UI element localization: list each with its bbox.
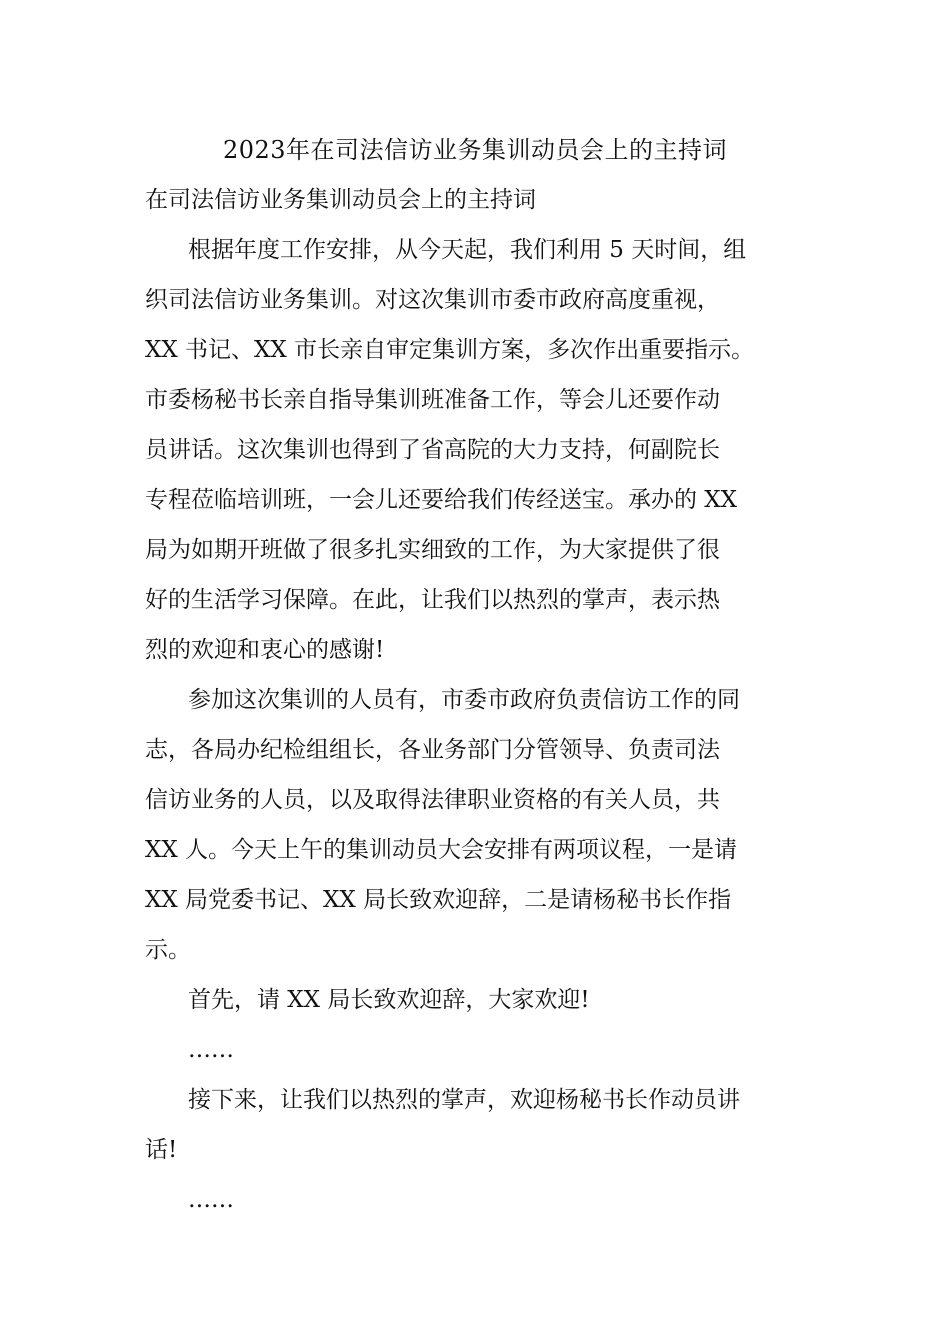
paragraph-line: 好的生活学习保障。在此，让我们以热烈的掌声，表示热: [145, 587, 720, 613]
paragraph-line: XX 人。今天上午的集训动员大会安排有两项议程，一是请: [145, 837, 738, 863]
paragraph-line: 专程莅临培训班，一会儿还要给我们传经送宝。承办的 XX: [145, 487, 738, 513]
paragraph-line: 员讲话。这次集训也得到了省高院的大力支持，何副院长: [145, 437, 720, 463]
paragraph-line: 烈的欢迎和衷心的感谢!: [145, 637, 385, 663]
paragraph-line: XX 局党委书记、XX 局长致欢迎辞，二是请杨秘书长作指: [145, 887, 732, 913]
paragraph-line: 志，各局办纪检组组长，各业务部门分管领导、负责司法: [145, 737, 720, 763]
paragraph-line: 根据年度工作安排，从今天起，我们利用 5 天时间，组: [188, 237, 747, 263]
paragraph-line: 首先，请 XX 局长致欢迎辞，大家欢迎!: [188, 987, 590, 1013]
document-title: 2023年在司法信访业务集训动员会上的主持词: [222, 136, 728, 164]
paragraph-line: 织司法信访业务集训。对这次集训市委市政府高度重视，: [145, 287, 720, 313]
ellipsis-line: ……: [188, 1037, 234, 1063]
document-subtitle: 在司法信访业务集训动员会上的主持词: [145, 187, 536, 213]
paragraph-line: XX 书记、XX 市长亲自审定集训方案，多次作出重要指示。: [145, 337, 755, 363]
paragraph-line: 接下来，让我们以热烈的掌声，欢迎杨秘书长作动员讲: [188, 1087, 740, 1113]
paragraph-line: 话!: [145, 1137, 178, 1163]
paragraph-line: 信访业务的人员，以及取得法律职业资格的有关人员，共: [145, 787, 720, 813]
ellipsis-line: ……: [188, 1187, 234, 1213]
paragraph-line: 局为如期开班做了很多扎实细致的工作，为大家提供了很: [145, 537, 720, 563]
paragraph-line: 市委杨秘书长亲自指导集训班准备工作，等会儿还要作动: [145, 387, 720, 413]
paragraph-line: 示。: [145, 937, 191, 963]
paragraph-line: 参加这次集训的人员有，市委市政府负责信访工作的同: [188, 687, 740, 713]
